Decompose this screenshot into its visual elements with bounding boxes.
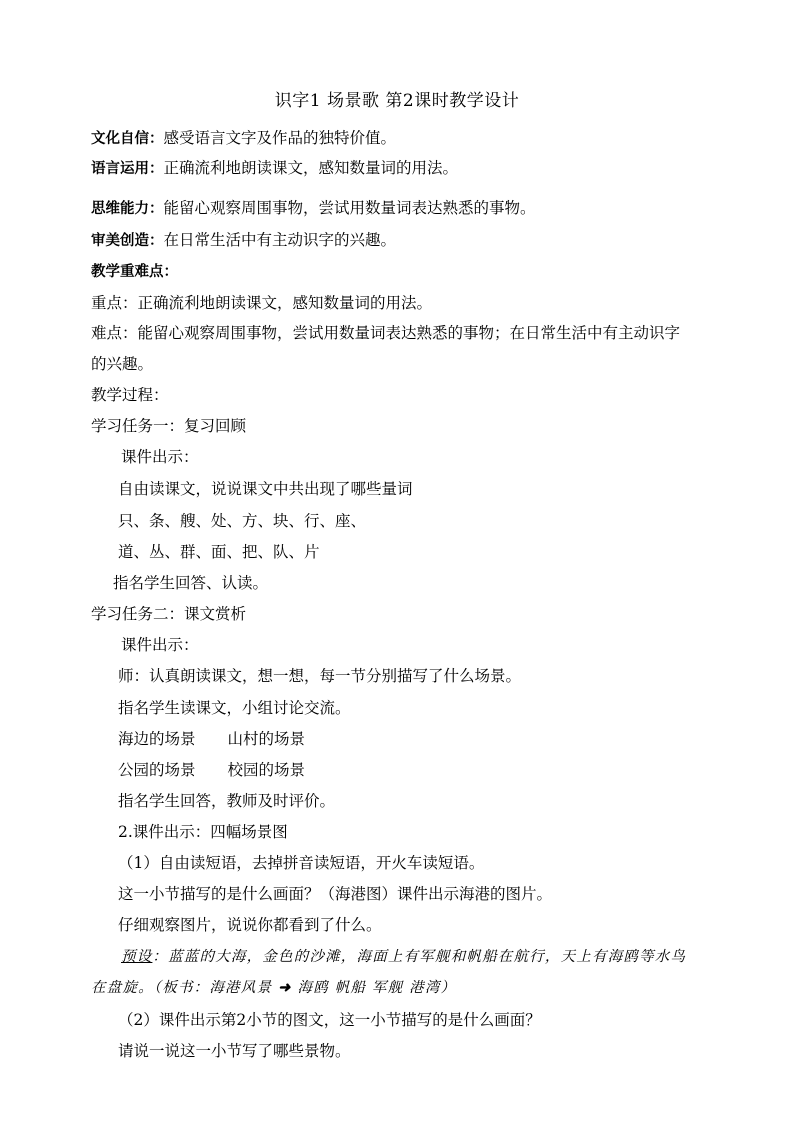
process-heading: 教学过程： bbox=[91, 386, 169, 404]
task1-followup: 指名学生回答、认读。 bbox=[113, 574, 269, 592]
preset-line-2 bbox=[91, 978, 456, 998]
scene-village: 山村的场景 bbox=[227, 730, 306, 748]
document-title: 识字1 场景歌 第2课时教学设计 bbox=[274, 91, 520, 111]
task2-observe: 仔细观察图片，说说你都看到了什么。 bbox=[118, 916, 382, 934]
preset-label: 预设 bbox=[121, 949, 153, 965]
key-point: 重点：正确流利地朗读课文，感知数量词的用法。 bbox=[91, 294, 433, 312]
task2-scenes-row-2 bbox=[118, 760, 305, 780]
goal-label: 思维能力： bbox=[91, 201, 164, 217]
task2-step2: 2.课件出示：四幅场景图 bbox=[118, 823, 288, 841]
task2-courseware: 课件出示： bbox=[121, 636, 199, 654]
task1-words-2: 道、丛、群、面、把、队、片 bbox=[118, 543, 320, 561]
task2-sub1: （1）自由读短语，去掉拼音读短语，开火车读短语。 bbox=[118, 854, 485, 872]
task2-group: 指名学生读课文，小组讨论交流。 bbox=[118, 699, 351, 717]
scene-seaside: 海边的场景 bbox=[118, 730, 196, 748]
difficulty-line-2: 的兴趣。 bbox=[91, 355, 154, 373]
right-arrow-icon: ➜ bbox=[278, 979, 292, 996]
goal-culture bbox=[91, 128, 396, 149]
preset-board-b: 海鸥 帆船 军舰 港湾） bbox=[297, 980, 457, 996]
task2-teacher: 师：认真朗读课文，想一想，每一节分别描写了什么场景。 bbox=[118, 667, 522, 685]
goal-label: 审美创造： bbox=[91, 233, 164, 249]
goal-text: 能留心观察周围事物，尝试用数量词表达熟悉的事物。 bbox=[163, 199, 536, 217]
task1-courseware: 课件出示： bbox=[121, 448, 199, 466]
preset-line-1 bbox=[121, 947, 686, 967]
task1-words-1: 只、条、艘、处、方、块、行、座、 bbox=[118, 512, 367, 530]
key-points-heading: 教学重难点： bbox=[91, 264, 178, 280]
task1-instruction: 自由读课文，说说课文中共出现了哪些量词 bbox=[118, 480, 413, 498]
task2-sub2: （2）课件出示第2小节的图文，这一小节描写的是什么画面？ bbox=[118, 1011, 541, 1029]
preset-text: ：蓝蓝的大海，金色的沙滩，海面上有军舰和帆船在航行，天上有海鸥等水鸟 bbox=[152, 949, 687, 965]
task2-ask2: 请说一说这一小节写了哪些景物。 bbox=[118, 1042, 351, 1060]
task2-scenes-row-1 bbox=[118, 729, 305, 749]
task2-evaluate: 指名学生回答，教师及时评价。 bbox=[118, 792, 336, 810]
task2-question1: 这一小节描写的是什么画面？（海港图）课件出示海港的图片。 bbox=[118, 885, 553, 903]
goal-text: 在日常生活中有主动识字的兴趣。 bbox=[163, 231, 397, 249]
scene-park: 公园的场景 bbox=[118, 761, 196, 779]
task2-heading: 学习任务二：课文赏析 bbox=[91, 605, 247, 623]
goal-aesthetic bbox=[91, 230, 396, 251]
goal-label: 文化自信： bbox=[91, 131, 164, 147]
goal-text: 感受语言文字及作品的独特价值。 bbox=[163, 129, 397, 147]
preset-board-a: 在盘旋。（板书：海港风景 bbox=[91, 980, 273, 996]
goal-label: 语言运用： bbox=[91, 161, 164, 177]
difficulty-line-1: 难点：能留心观察周围事物，尝试用数量词表达熟悉的事物；在日常生活中有主动识字 bbox=[91, 324, 681, 342]
goal-language bbox=[91, 158, 458, 179]
goal-text: 正确流利地朗读课文，感知数量词的用法。 bbox=[163, 159, 459, 177]
goal-thinking bbox=[91, 198, 536, 219]
scene-school: 校园的场景 bbox=[227, 761, 306, 779]
task1-heading: 学习任务一：复习回顾 bbox=[91, 417, 247, 435]
